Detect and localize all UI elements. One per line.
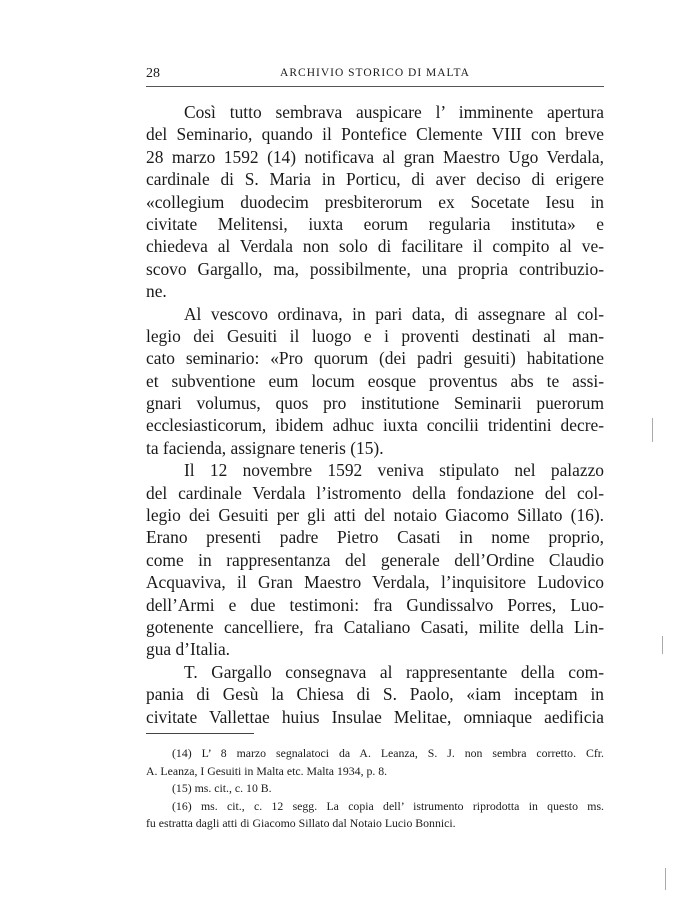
footnote-line: A. Leanza, I Gesuiti in Malta etc. Malta 1934, p. 8. xyxy=(146,763,388,778)
scan-margin-mark xyxy=(662,636,663,654)
text-line: «collegium duodecim presbiterorum ex Socetate Iesu in xyxy=(146,191,604,212)
text-line: Acquaviva, il Gran Maestro Verdala, l’inquisitore Ludovico xyxy=(146,572,604,593)
paragraph xyxy=(146,661,604,728)
footnote-line: (16) ms. cit., c. 12 segg. La copia dell’ istrumento riprodotta in questo ms. xyxy=(172,798,604,813)
footnotes xyxy=(146,745,604,833)
header-rule xyxy=(146,86,604,87)
text-line: del Seminario, quando il Pontefice Clemente VIII con breve xyxy=(146,124,604,145)
text-line: gua d’Italia. xyxy=(146,639,231,660)
text-line: legio dei Gesuiti per gli atti del notaio Giacomo Sillato (16). xyxy=(146,505,604,526)
footnote-line: (14) L’ 8 marzo segnalatoci da A. Leanza, S. J. non sembra corretto. Cfr. xyxy=(172,746,604,760)
text-line: dell’Armi e due testimoni: fra Gundissalvo Porres, Luo- xyxy=(146,594,604,615)
text-line: del cardinale Verdala l’istromento della fondazione del col- xyxy=(146,482,604,503)
page-header xyxy=(146,66,604,88)
running-title: ARCHIVIO STORICO DI MALTA xyxy=(280,67,470,79)
text-line: ta facienda, assignare teneris (15). xyxy=(146,437,384,458)
text-line: 28 marzo 1592 (14) notificava al gran Maestro Ugo Verdala, xyxy=(146,146,604,167)
text-line: et subventione eum locum eosque proventus abs te assi- xyxy=(146,370,604,391)
text-line: gnari volumus, quos pro institutione Seminarii puerorum xyxy=(146,393,604,414)
text-line: come in rappresentanza del generale dell’Ordine Claudio xyxy=(146,549,604,570)
text-line: gotenente cancelliere, fra Cataliano Casati, milite della Lin- xyxy=(146,616,604,637)
text-line: pania di Gesù la Chiesa di S. Paolo, «iam inceptam in xyxy=(146,684,604,705)
text-line: cato seminario: «Pro quorum (dei padri gesuiti) habitatione xyxy=(146,348,604,369)
footnote-line: (15) ms. cit., c. 10 B. xyxy=(172,781,272,796)
text-line: civitate Vallettae huius Insulae Melitae, omniaque aedificia xyxy=(146,706,604,727)
page-number: 28 xyxy=(146,66,160,81)
text-line: legio dei Gesuiti il luogo e i proventi destinati al man- xyxy=(146,325,604,346)
text-line: ne. xyxy=(146,281,167,302)
main-text xyxy=(146,101,604,728)
footnote-line: fu estratta dagli atti di Giacomo Sillato dal Notaio Lucio Bonnici. xyxy=(146,816,456,831)
scan-margin-mark xyxy=(652,418,653,442)
text-line: Così tutto sembrava auspicare l’ imminente apertura xyxy=(184,102,604,122)
text-line: T. Gargallo consegnava al rappresentante della com- xyxy=(184,661,604,682)
text-line: cardinale di S. Maria in Porticu, di aver deciso di erigere xyxy=(146,169,604,190)
scan-margin-mark xyxy=(665,868,666,890)
text-line: civitate Melitensi, iuxta eorum regularia instituta» e xyxy=(146,213,604,234)
paragraph xyxy=(146,459,604,661)
text-line: Al vescovo ordinava, in pari data, di assegnare al col- xyxy=(184,303,604,324)
footnote-rule xyxy=(146,733,254,734)
text-line: Il 12 novembre 1592 veniva stipulato nel palazzo xyxy=(184,460,604,481)
text-line: chiedeva al Verdala non solo di facilitare il compito al ve- xyxy=(146,236,604,257)
paragraph xyxy=(146,101,604,303)
text-line: ecclesiasticorum, ibidem adhuc iuxta concilii tridentini decre- xyxy=(146,415,604,436)
paragraph xyxy=(146,303,604,460)
text-line: scovo Gargallo, ma, possibilmente, una propria contribuzio- xyxy=(146,258,604,279)
text-line: Erano presenti padre Pietro Casati in nome proprio, xyxy=(146,527,604,548)
